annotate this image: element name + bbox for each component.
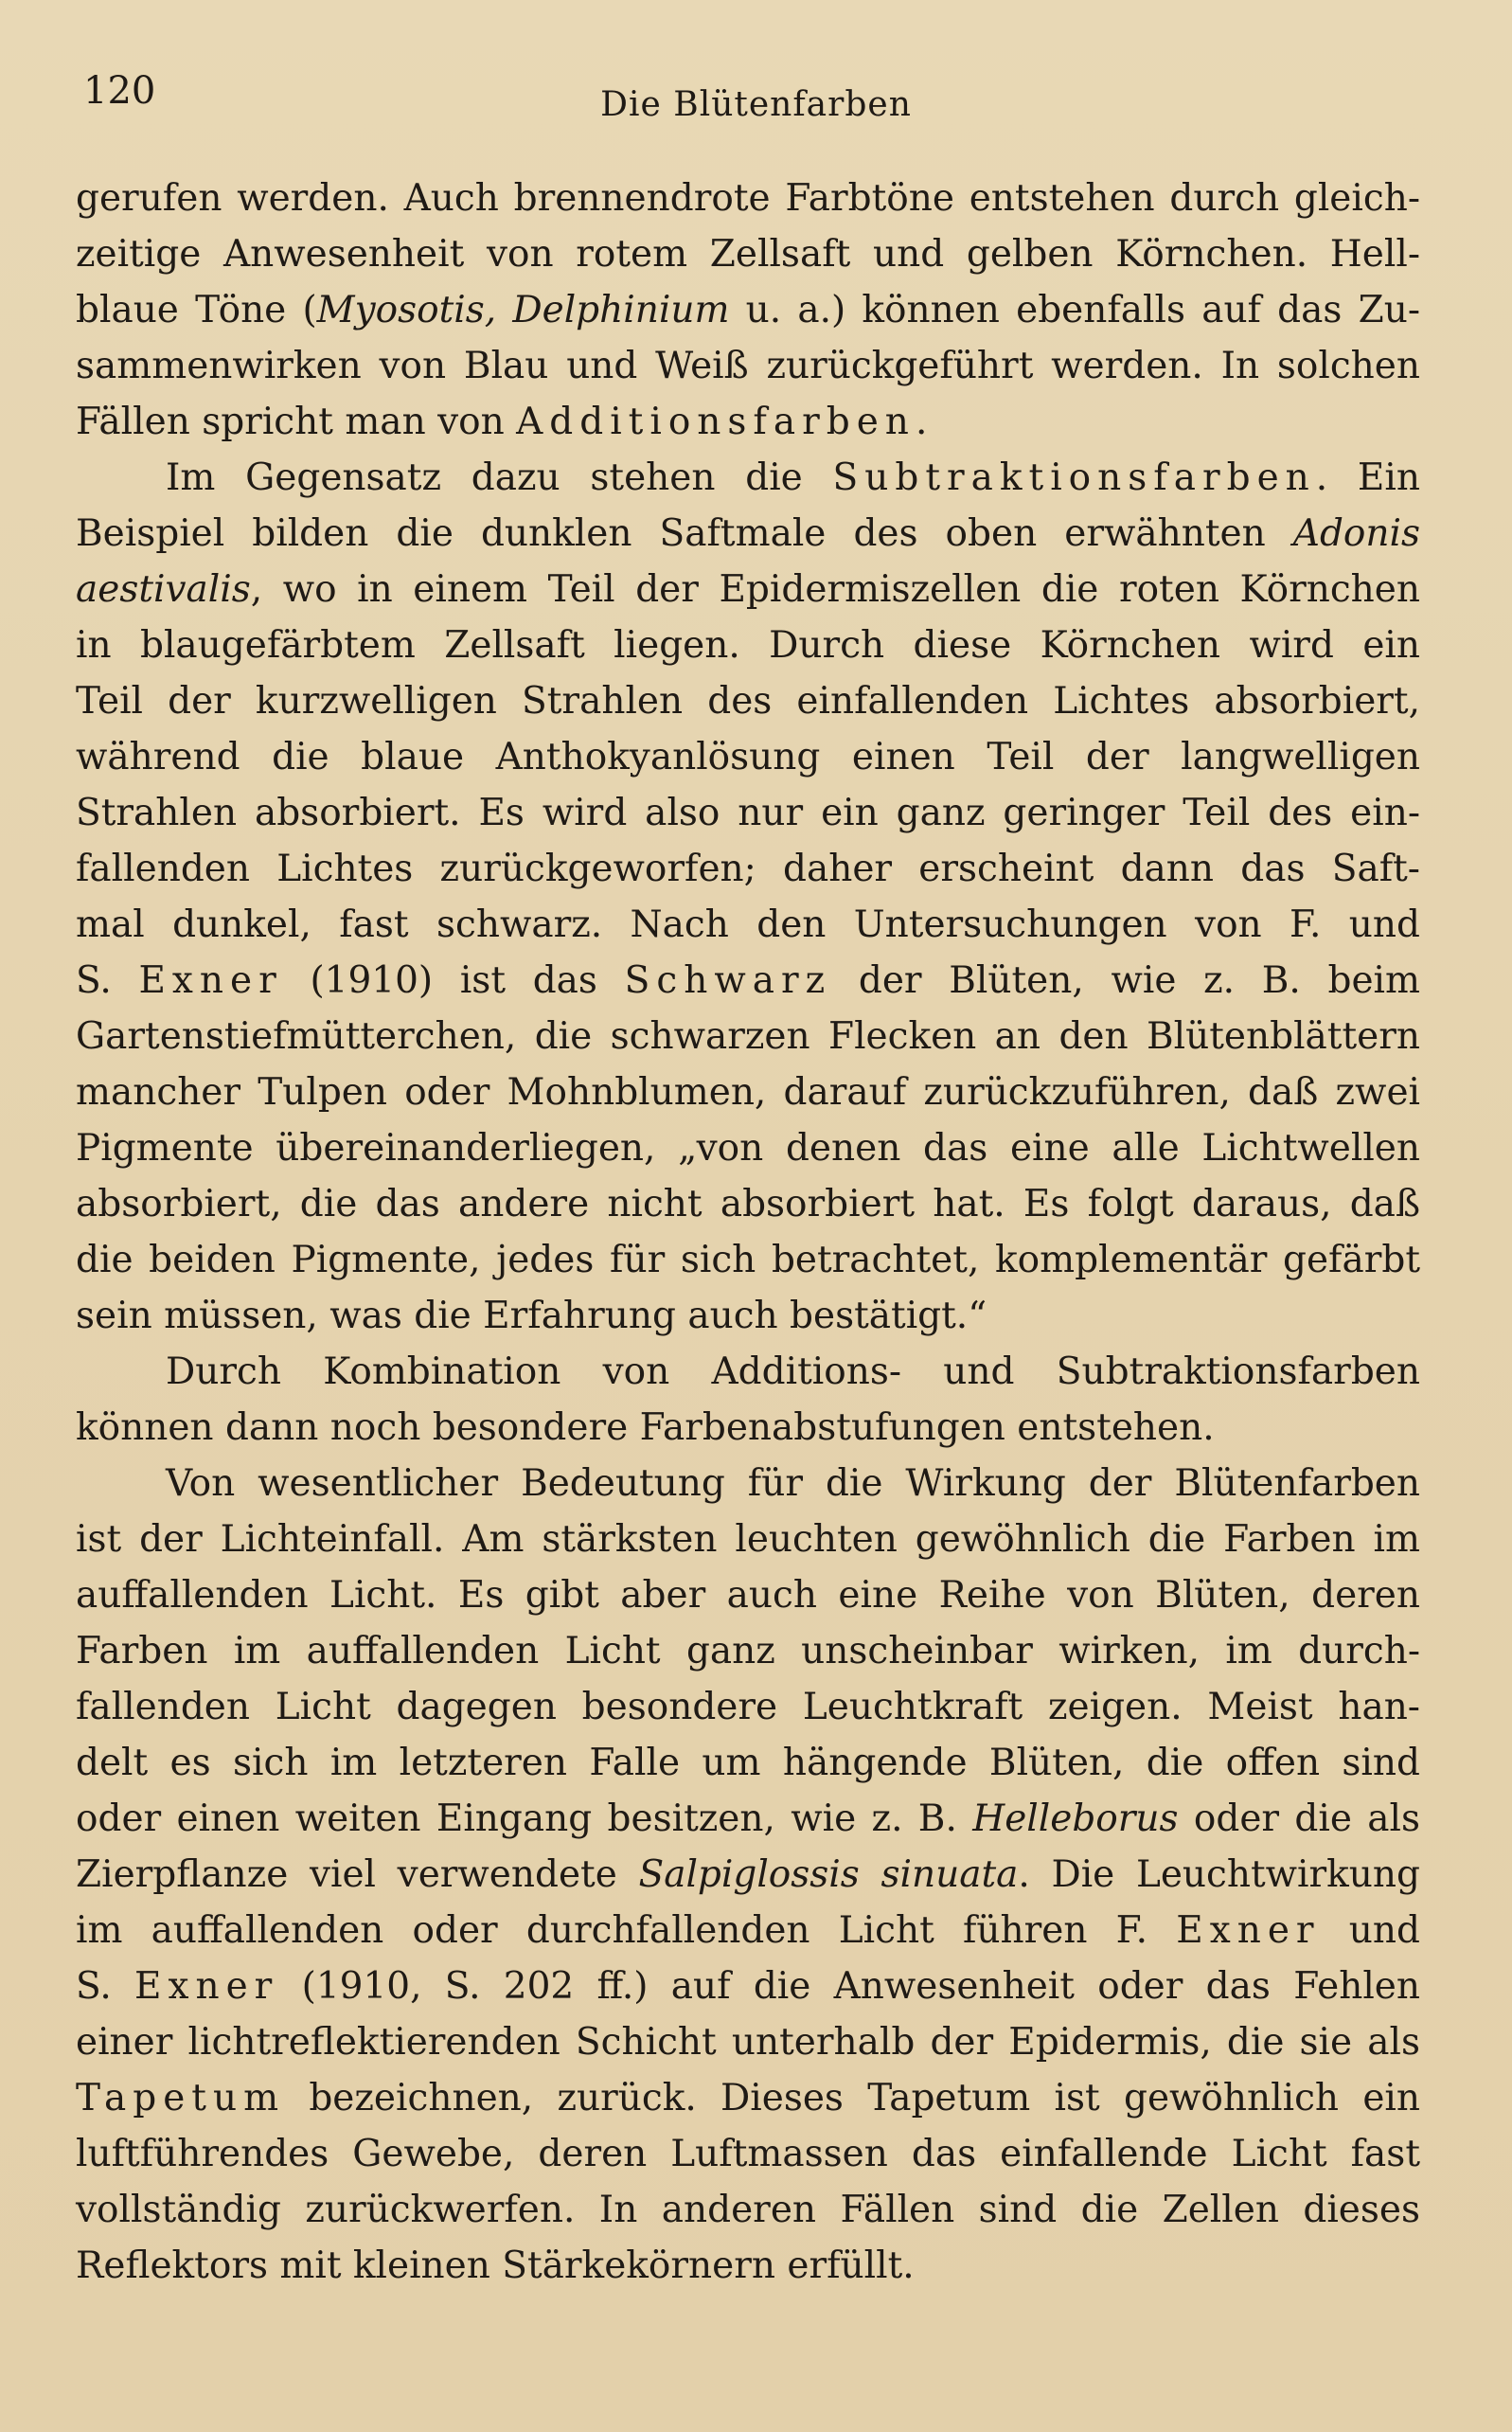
italic-text: Myosotis, Delphinium — [316, 289, 730, 331]
text-span: . Die Leuchtwirkung — [1018, 1853, 1420, 1896]
spaced-text: Tapetum — [76, 2077, 286, 2119]
text-span: (1910, S. 202 ff.) auf die Anwesenheit oder das Fehlen — [278, 1965, 1420, 2008]
text-line: Reflektors mit kleinen Stärkekörnern erfüllt. — [76, 2244, 915, 2287]
text-span: bezeichnen, zurück. Dieses Tapetum ist gewöhnlich ein — [285, 2077, 1420, 2119]
text-line: auffallenden Licht. Es gibt aber auch eine Reihe von Blüten, deren — [76, 1574, 1420, 1617]
text-span: und — [1320, 1909, 1420, 1952]
text-span: oder die als — [1178, 1797, 1420, 1840]
text-line: Pigmente übereinanderliegen, „von denen das eine alle Lichtwellen — [76, 1127, 1420, 1170]
text-span: blaue Töne ( — [76, 289, 317, 331]
spaced-text: Additionsfarben — [516, 401, 916, 443]
text-line — [76, 562, 1420, 617]
text-line: mal dunkel, fast schwarz. Nach den Untersuchungen von F. und — [76, 903, 1420, 946]
text-span: Zierpflanze viel verwendete — [76, 1853, 639, 1896]
text-span: u. a.) können ebenfalls auf das Zu- — [729, 289, 1420, 331]
text-line: einer lichtreflektierenden Schicht unterhalb der Epidermis, die sie als — [76, 2021, 1420, 2064]
text-line: in blaugefärbtem Zellsaft liegen. Durch diese Körnchen wird ein — [76, 624, 1420, 667]
text-line: Farben im auffallenden Licht ganz unscheinbar wirken, im durch- — [76, 1630, 1420, 1672]
spaced-text: Subtraktionsfarben — [832, 456, 1316, 499]
text-line — [76, 1791, 1420, 1847]
page-number: 120 — [83, 69, 156, 113]
text-line: luftführendes Gewebe, deren Luftmassen das einfallende Licht fast — [76, 2133, 1420, 2175]
text-span: . Ein — [1315, 456, 1420, 499]
italic-text: Helleborus — [972, 1797, 1179, 1840]
italic-text: Salpiglossis sinuata — [638, 1853, 1019, 1896]
spaced-text: Exner — [1176, 1909, 1321, 1952]
text-line: zeitige Anwesenheit von rotem Zellsaft und gelben Körnchen. Hell- — [76, 233, 1420, 276]
text-line — [76, 1958, 1420, 2014]
text-line — [76, 953, 1420, 1009]
text-line: Durch Kombination von Additions- und Subtraktionsfarben — [166, 1350, 1420, 1393]
text-line: Teil der kurzwelligen Strahlen des einfallenden Lichtes absorbiert, — [76, 680, 1420, 723]
text-span: der Blüten, wie z. B. beim — [831, 959, 1421, 1002]
text-line: mancher Tulpen oder Mohnblumen, darauf zurückzuführen, daß zwei — [76, 1071, 1420, 1114]
text-span: , wo in einem Teil der Epidermiszellen die roten Körnchen — [250, 568, 1420, 611]
text-line: während die blaue Anthokyanlösung einen Teil der langwelligen — [76, 736, 1420, 778]
spaced-text: Exner — [134, 1965, 279, 2008]
text-span: oder einen weiten Eingang besitzen, wie z. B. — [76, 1797, 973, 1840]
text-line: absorbiert, die das andere nicht absorbiert hat. Es folgt daraus, daß — [76, 1183, 1420, 1225]
text-span: (1910) ist das — [282, 959, 625, 1002]
text-line: die beiden Pigmente, jedes für sich betrachtet, komplementär gefärbt — [76, 1239, 1420, 1281]
text-span: S. — [76, 959, 139, 1002]
text-line: Strahlen absorbiert. Es wird also nur ein ganz geringer Teil des ein- — [76, 792, 1420, 834]
text-line: fallenden Licht dagegen besondere Leuchtkraft zeigen. Meist han- — [76, 1686, 1420, 1728]
text-span: Beispiel bilden die dunklen Saftmale des oben erwähnten — [76, 512, 1293, 555]
text-line: gerufen werden. Auch brennendrote Farbtöne entstehen durch gleich- — [76, 177, 1420, 220]
spaced-text: Exner — [138, 959, 283, 1002]
text-line — [76, 282, 1420, 338]
text-span: im auffallenden oder durchfallenden Licht führen F. — [76, 1909, 1177, 1952]
text-line — [76, 394, 1420, 450]
running-title: Die Blütenfarben — [600, 85, 912, 124]
text-line — [76, 1847, 1420, 1903]
spaced-text: Schwarz — [624, 959, 832, 1002]
italic-text: Adonis — [1292, 512, 1420, 555]
text-line: sammenwirken von Blau und Weiß zurückgeführt werden. In solchen — [76, 345, 1420, 387]
text-span: S. — [76, 1965, 135, 2008]
text-line — [76, 1903, 1420, 1958]
text-span: Fällen spricht man von — [76, 401, 517, 443]
text-line — [76, 450, 1420, 506]
text-line: können dann noch besondere Farbenabstufungen entstehen. — [76, 1406, 1215, 1449]
text-line: ist der Lichteinfall. Am stärksten leuchten gewöhnlich die Farben im — [76, 1518, 1420, 1561]
italic-text: aestivalis — [76, 568, 251, 611]
text-line: Gartenstiefmütterchen, die schwarzen Flecken an den Blütenblättern — [76, 1015, 1420, 1058]
text-line: Von wesentlicher Bedeutung für die Wirkung der Blütenfarben — [166, 1462, 1420, 1505]
body-text — [76, 170, 1420, 2294]
text-line — [76, 506, 1420, 562]
text-span: Im Gegensatz dazu stehen die — [166, 456, 833, 499]
text-line: vollständig zurückwerfen. In anderen Fällen sind die Zellen dieses — [76, 2189, 1420, 2231]
text-line: sein müssen, was die Erfahrung auch bestätigt.“ — [76, 1295, 987, 1337]
text-line: delt es sich im letzteren Falle um hängende Blüten, die offen sind — [76, 1742, 1420, 1784]
text-line: fallenden Lichtes zurückgeworfen; daher erscheint dann das Saft- — [76, 848, 1420, 890]
text-line — [76, 2070, 1420, 2126]
text-span: . — [915, 401, 928, 443]
